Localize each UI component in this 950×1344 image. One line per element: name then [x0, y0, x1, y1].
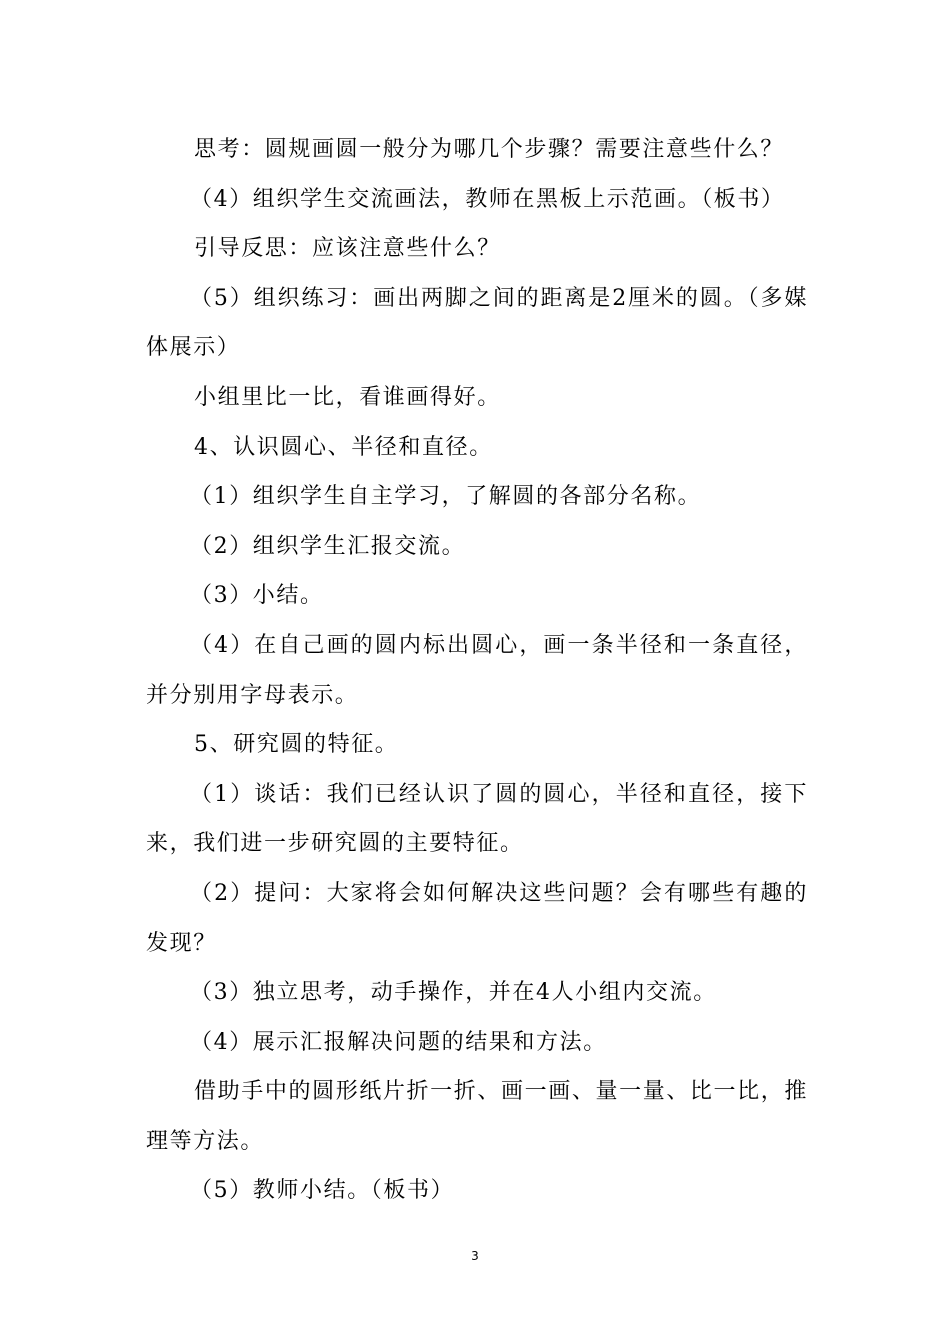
paragraph: （5）教师小结。（板书） [190, 1178, 455, 1204]
paragraph: （2）组织学生汇报交流。 [190, 533, 466, 559]
paragraph: （1）谈话：我们已经认识了圆的圆心，半径和直径，接下来，我们进一步研究圆的主要特征。 [146, 781, 808, 857]
paragraph: 小组里比一比，看谁画得好。 [194, 384, 501, 410]
paragraph: （4）在自己画的圆内标出圆心，画一条半径和一条直径，并分别用字母表示。 [146, 632, 808, 708]
paragraph: （5）组织练习：画出两脚之间的距离是2厘米的圆。（多媒体展示） [146, 285, 808, 361]
paragraph: 借助手中的圆形纸片折一折、画一画、量一量、比一比，推理等方法。 [146, 1079, 808, 1154]
paragraph: 引导反思：应该注意些什么？ [194, 236, 501, 262]
paragraph: （3）小结。 [190, 583, 324, 609]
paragraph: （2）提问：大家将会如何解决这些问题？会有哪些有趣的发现？ [146, 880, 808, 956]
paragraph: （1）组织学生自主学习，了解圆的各部分名称。 [190, 484, 702, 510]
paragraph: （4）展示汇报解决问题的结果和方法。 [190, 1029, 607, 1055]
section-heading: 5、研究圆的特征。 [194, 732, 399, 758]
paragraph: （3）独立思考，动手操作，并在4人小组内交流。 [190, 980, 717, 1006]
document-body [146, 125, 808, 1216]
paragraph: 思考：圆规画圆一般分为哪几个步骤？需要注意些什么？ [194, 137, 785, 162]
section-heading: 4、认识圆心、半径和直径。 [194, 434, 493, 460]
paragraph: （4）组织学生交流画法，教师在黑板上示范画。（板书） [190, 186, 785, 212]
page-number: 3 [471, 1249, 479, 1263]
